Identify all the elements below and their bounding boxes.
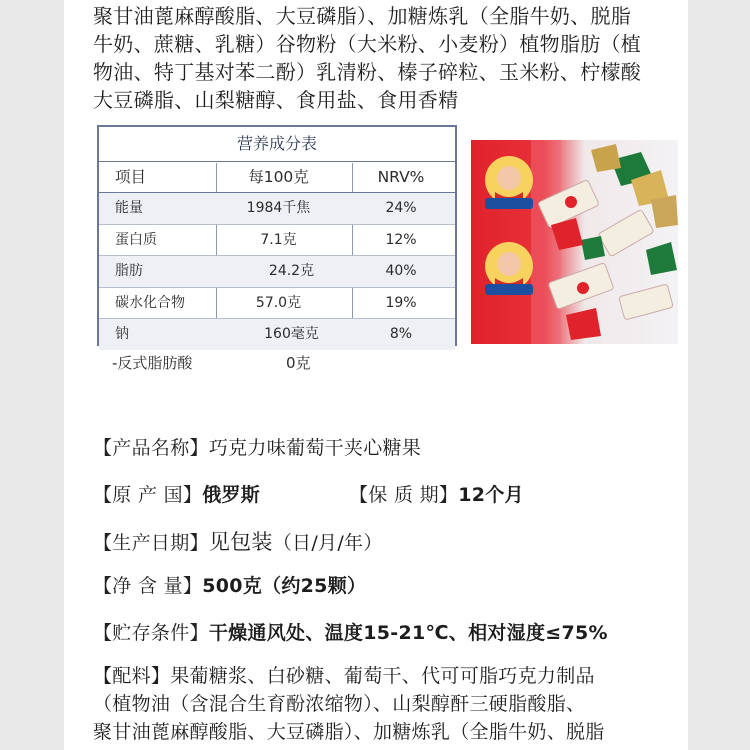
composition-line: 果葡糖浆、白砂糖、葡萄干、代可可脂巧克力制品 [170, 665, 595, 687]
nutrition-facts-table [97, 125, 457, 346]
nutrient-name: 碳水化合物 [115, 294, 185, 311]
header-per-100g: 每100克 [248, 168, 309, 186]
nutrient-name: 蛋白质 [115, 231, 157, 248]
nutrient-amount: 24.2克 [268, 263, 315, 280]
shelf-life-line [349, 480, 524, 507]
trans-fat-amount: 0克 [286, 354, 311, 372]
nutrient-nrv: 12% [385, 231, 417, 248]
product-photo [471, 140, 678, 344]
ingredients-continued [93, 2, 683, 114]
ingredients-line: 牛奶、蔗糖、乳糖）谷物粉（大米粉、小麦粉）植物脂肪（植 [93, 32, 642, 56]
nutrition-row-energy [99, 193, 455, 225]
nutrient-amount: 57.0克 [255, 294, 302, 311]
product-detail-page [64, 0, 688, 750]
header-item: 项目 [115, 168, 147, 186]
shelf-life-value: 12个月 [458, 484, 524, 506]
origin-value: 俄罗斯 [202, 484, 261, 506]
nutrient-nrv: 40% [385, 263, 417, 280]
composition-section [93, 662, 688, 746]
production-date-label: 【生产日期】 [93, 532, 209, 554]
nutrient-nrv: 24% [385, 200, 417, 216]
nutrition-table-title: 营养成分表 [99, 127, 455, 162]
nutrient-name: 脂肪 [115, 263, 143, 280]
composition-label: 【配料】 [93, 665, 171, 687]
origin-label: 【原 产 国】 [93, 484, 203, 506]
nutrition-row-carbohydrate [99, 288, 455, 320]
ingredients-line: 大豆磷脂、山梨糖醇、食用盐、食用香精 [93, 88, 459, 112]
product-name-label: 【产品名称】 [93, 437, 209, 459]
nutrient-nrv: 19% [385, 294, 417, 311]
trans-fat-label: -反式脂肪酸 [112, 354, 193, 372]
composition-line: 聚甘油蓖麻醇酸脂、大豆磷脂）、加糖炼乳（全脂牛奶、脱脂 [93, 721, 605, 743]
nutrient-amount: 7.1克 [260, 231, 297, 248]
nutrition-row-protein [99, 225, 455, 257]
composition-line: （植物油（含混合生育酚浓缩物）、山梨醇酐三硬脂酸脂、 [93, 693, 586, 715]
production-date-line [93, 526, 383, 556]
candy-bag-image [471, 140, 678, 344]
header-nrv: NRV% [377, 168, 425, 186]
storage-line [93, 618, 608, 645]
origin-line [93, 480, 260, 507]
product-name-value: 巧克力味葡萄干夹心糖果 [208, 437, 422, 459]
production-date-format: （日/月/年） [272, 532, 383, 554]
storage-label: 【贮存条件】 [93, 622, 209, 644]
ingredients-line: 物油、特丁基对苯二酚）乳清粉、榛子碎粒、玉米粉、柠檬酸 [93, 60, 642, 84]
nutrient-nrv: 8% [389, 326, 413, 343]
storage-value: 干燥通风处、温度15-21℃、相对湿度≤75% [208, 622, 608, 644]
nutrition-row-fat [99, 256, 455, 288]
production-date-value: 见包装 [208, 530, 273, 554]
nutrition-header-row [99, 162, 455, 193]
nutrient-amount: 1984千焦 [246, 200, 311, 216]
shelf-life-label: 【保 质 期】 [349, 484, 459, 506]
net-weight-line [93, 571, 366, 598]
nutrient-name: 钠 [115, 326, 129, 343]
net-weight-label: 【净 含 量】 [93, 575, 203, 597]
ingredients-line: 聚甘油蓖麻醇酸脂、大豆磷脂）、加糖炼乳（全脂牛奶、脱脂 [93, 4, 632, 28]
nutrition-row-sodium [99, 319, 455, 350]
nutrient-amount: 160毫克 [264, 326, 319, 343]
nutrient-name: 能量 [115, 200, 143, 216]
product-name-line [93, 433, 421, 460]
net-weight-value: 500克（约25颗） [202, 575, 367, 597]
